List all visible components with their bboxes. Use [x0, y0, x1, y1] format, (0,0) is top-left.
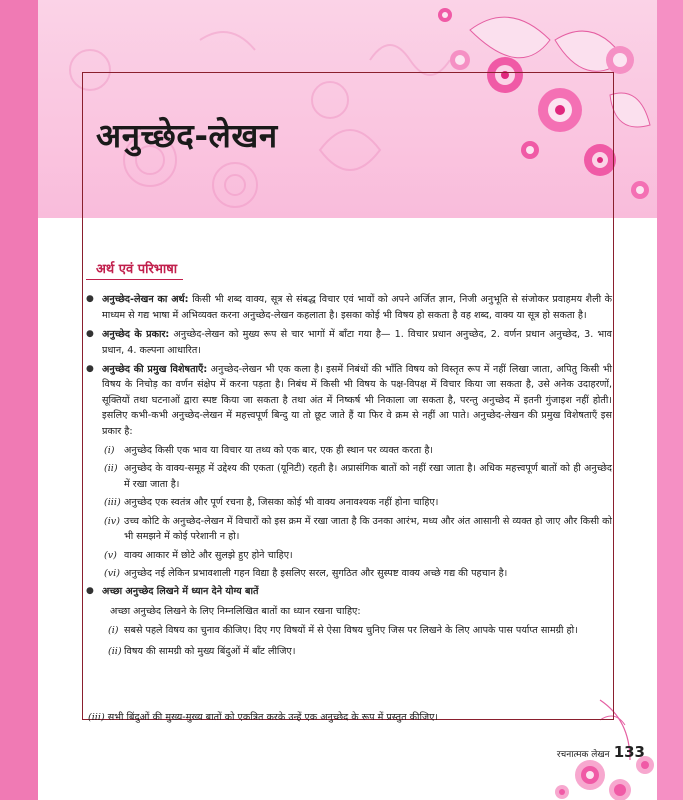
tip-item [86, 623, 612, 638]
feature-number: (ii) [104, 463, 118, 475]
feature-number: (v) [104, 549, 117, 561]
bullet-features [86, 362, 612, 439]
bullet-types-text: अनुच्छेद-लेखन को मुख्य रूप से चार भागों में बाँटा गया है— 1. विचार प्रधान अनुच्छेद, 2. वर्णन प्रधान अनुच्छेद, 3. भाव प्रधान, 4. कल्पना आधारित। [102, 329, 612, 356]
bullet-types-label: अनुच्छेद के प्रकार: [102, 329, 170, 341]
footer-label: रचनात्मक लेखन [556, 750, 610, 760]
tip-item-outside-frame [88, 710, 628, 723]
bullet-tips [86, 584, 612, 599]
feature-text: वाक्य आकार में छोटे और सुलझे हुए होने चाहिए। [124, 549, 293, 561]
section-heading: अर्थ एवं परिभाषा [86, 262, 183, 280]
bullet-meaning-label: अनुच्छेद-लेखन का अर्थ: [102, 294, 189, 306]
feature-item [86, 514, 612, 545]
page-footer [557, 743, 645, 761]
feature-text: अनुच्छेद नई लेकिन प्रभावशाली गहन विद्या है इसलिए सरल, सुगठित और सुस्पष्ट वाक्य अच्छे गद्य की पहचान है। [124, 567, 508, 579]
tip-text: सभी बिंदुओं की मुख्य-मुख्य बातों को एकत्रित करके उन्हें एक अनुच्छेद के रूप में प्रस्तुत कीजिए। [107, 712, 439, 723]
bullet-features-label: अनुच्छेद की प्रमुख विशेषताएँ: [102, 364, 208, 376]
feature-item [86, 443, 612, 458]
feature-number: (iv) [104, 515, 120, 527]
feature-text: उच्च कोटि के अनुच्छेद-लेखन में विचारों को इस क्रम में रखा जाता है कि उनका आरंभ, मध्य और अंत आसानी से व्यक्त हो जाए और किसी को भी समझने में कोई परेशानी न हो। [124, 515, 612, 543]
tip-number: (i) [108, 625, 119, 637]
tips-intro: अच्छा अनुच्छेद लिखने के लिए निम्नलिखित बातों का ध्यान रखना चाहिए: [110, 605, 361, 617]
tip-number: (ii) [108, 645, 122, 657]
feature-text: अनुच्छेद एक स्वतंत्र और पूर्ण रचना है, जिसका कोई भी वाक्य अनावश्यक नहीं होना चाहिए। [124, 497, 439, 509]
tip-text: विषय की सामग्री को मुख्य बिंदुओं में बाँट लीजिए। [124, 645, 296, 657]
tip-number: (iii) [88, 712, 105, 723]
feature-number: (i) [104, 445, 115, 457]
page-title: अनुच्छेद-लेखन [96, 116, 278, 155]
tip-item [86, 644, 612, 659]
feature-text: अनुच्छेद के वाक्य-समूह में उद्देश्य की एकता (यूनिटी) रहती है। अप्रासंगिक बातों को नहीं रखा जाता है। अधिक महत्त्वपूर्ण बातों को ही अनुच्छेद में रखा जाता है। [124, 463, 612, 490]
page-number: 133 [613, 743, 645, 761]
bullet-types [86, 327, 612, 358]
feature-item [86, 566, 612, 581]
bullet-meaning-text: किसी भी शब्द वाक्य, सूत्र से संबद्ध विचार एवं भावों को अपने अर्जित ज्ञान, निजी अनुभूति से संजोकर प्रवाहमय शैली के माध्यम से गद्य भाषा में अभिव्यक्त करना अनुच्छेद-लेखन कहलाता है। इसका कोई भी विषय हो सकता है वह शब्द, वाक्य या सूत्र हो सकता है। [102, 294, 612, 321]
feature-item [86, 461, 612, 492]
bullet-tips-label: अच्छा अनुच्छेद लिखने में ध्यान देने योग्य बातें [102, 586, 259, 598]
bullet-meaning [86, 292, 612, 323]
tip-text: सबसे पहले विषय का चुनाव कीजिए। दिए गए विषयों में से ऐसा विषय चुनिए जिस पर लिखने के लिए आपके पास पर्याप्त सामग्री हो। [124, 625, 578, 637]
feature-number: (iii) [104, 497, 121, 509]
feature-item [86, 548, 612, 563]
content-body [86, 262, 612, 664]
bullet-features-text: अनुच्छेद-लेखन भी एक कला है। इसमें निबंधों की भाँति विषय को विस्तृत रूप में नहीं लिखा जाता, अपितु किसी भी विषय के निचोड़ का वर्णन संक्षेप में करना पड़ता है। निबंध में किसी भी विषय के पक्ष-विपक्ष में विचार किया जा सकता है, उसे अनेक उदाहरणों, सूक्तियों तथा घटनाओं द्वारा स्पष्ट किया जा सकता है तथा अंत में निष्कर्ष भी निकाला जा सकता है, परन्तु अनुच्छेद में इतनी गुंजाइश नहीं होती। इसलिए कभी-कभी अनुच्छेद-लेखन में महत्त्वपूर्ण बिन्दु या तो छूट जाते हैं या फिर वे क्रम से नहीं आ पाते। अनुच्छेद-लेखन की प्रमुख विशेषताएँ इस प्रकार है: [102, 364, 612, 437]
feature-text: अनुच्छेद किसी एक भाव या विचार या तथ्य को एक बार, एक ही स्थान पर व्यक्त करता है। [124, 445, 434, 457]
feature-number: (vi) [104, 567, 120, 579]
feature-item [86, 495, 612, 510]
